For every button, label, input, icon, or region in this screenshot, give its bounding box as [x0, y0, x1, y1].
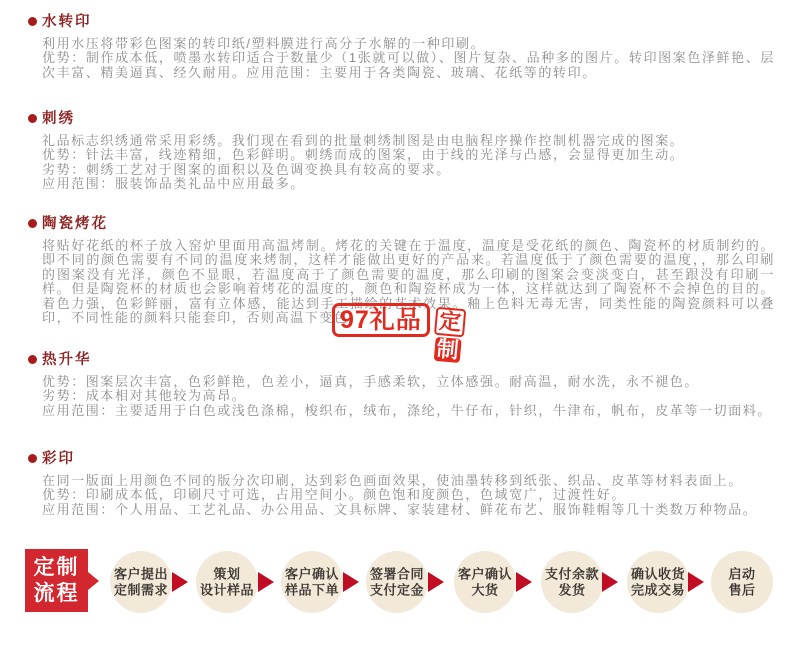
section-paragraph: 劣势：刺绣工艺对于图案的面积以及色调变换具有较高的要求。	[42, 161, 451, 177]
step-label-line: 客户确认	[457, 566, 513, 582]
section-embroidery	[0, 110, 800, 192]
section-color-printing	[0, 450, 800, 517]
flow-title-line: 定制	[33, 555, 80, 579]
arrow-right-icon	[343, 572, 359, 592]
section-paragraph: 利用水压将带彩色图案的转印纸/塑料膜进行高分子水解的一种印刷。	[42, 36, 486, 51]
section-paragraph: 优势：制作成本低，喷墨水转印适合于数量少（1张就可以做）、图片复杂、品种多的图片。转印图案色泽鲜艳、层次丰富、精美逼真、经久耐用。应用范围：主要用于各类陶瓷、玻璃、花纸等的转印。	[42, 50, 775, 80]
flow-step-1	[110, 551, 172, 613]
section-title: 热升华	[42, 352, 92, 368]
section-paragraph: 礼品标志织绣通常采用彩绣。我们现在看到的批量刺绣制图是由电脑程序操作控制机器完成的图案。	[42, 133, 685, 148]
flow-title-pointer-icon	[88, 572, 99, 590]
section-paragraph: 在同一版面上用颜色不同的版分次印刷，达到彩色画面效果，使油墨转移到纸张、织品、皮革等材料表面上。	[42, 473, 743, 488]
flow-step-5	[454, 551, 516, 613]
section-thermal-sublimation	[0, 351, 800, 418]
section-paragraph: 优势：印刷成本低，印刷尺寸可选，占用空间小。颜色饱和度颜色，色域宽广，过渡性好。	[42, 487, 627, 503]
flow-title-line: 流程	[33, 581, 80, 605]
step-label	[728, 567, 755, 598]
section-body	[42, 474, 775, 517]
section-paragraph: 优势：针法丰富，线迹精细，色彩鲜明。刺绣而成的图案，由于线的光泽与凸感，会显得更加生动。	[42, 147, 685, 163]
bullet-icon	[28, 219, 37, 228]
seal-char-top: 定	[434, 307, 466, 338]
step-label-line: 完成交易	[630, 582, 686, 597]
step-label	[370, 567, 424, 598]
step-label-line: 定制需求	[113, 582, 169, 597]
step-label-line: 客户确认	[284, 566, 340, 582]
step-label-line: 支付定金	[369, 582, 425, 597]
section-title: 刺绣	[42, 111, 75, 127]
step-label-line: 售后	[728, 582, 756, 597]
step-label	[114, 567, 168, 598]
step-label	[200, 567, 254, 598]
watermark-seal-icon	[432, 307, 467, 363]
step-label	[631, 567, 685, 598]
section-body	[42, 134, 775, 192]
section-paragraph: 优势：图案层次丰富，色彩鲜艳，色差小，逼真，手感柔软，立体感强。耐高温，耐水洗，永不褪色。	[42, 374, 700, 389]
section-title: 陶瓷烤花	[42, 216, 108, 232]
section-paragraph: 应用范围：主要适用于白色或浅色涤棉，梭织布，绒布，涤纶，牛仔布，针织，牛津布，帆布，皮革等一切面料。	[42, 402, 773, 418]
section-paragraph: 劣势：成本相对其他较为高昂。	[42, 388, 247, 404]
step-label	[458, 567, 512, 598]
section-title: 彩印	[42, 451, 75, 467]
flow-step-4	[366, 551, 428, 613]
section-header	[42, 215, 800, 232]
section-paragraph: 应用范围：个人用品、工艺礼品、办公用品、文具标牌、家装建材、鲜花布艺、服饰鞋帽等几十类数万种物品。	[42, 501, 758, 517]
step-label-line: 客户提出	[113, 566, 169, 582]
step-label-line: 支付余款	[544, 566, 600, 582]
section-body	[42, 375, 775, 418]
step-label-line: 大货	[471, 582, 499, 597]
watermark-badge: 97礼品	[332, 303, 430, 337]
step-label-line: 样品下单	[284, 582, 340, 597]
section-header	[42, 13, 800, 30]
arrow-right-icon	[688, 572, 704, 592]
section-body	[42, 37, 775, 80]
section-paragraph: 应用范围：服装饰品类礼品中应用最多。	[42, 176, 305, 192]
section-header	[42, 450, 800, 467]
flow-title-box	[25, 549, 88, 612]
section-water-transfer	[0, 13, 800, 80]
flow-step-6	[541, 551, 603, 613]
step-label	[545, 567, 599, 598]
section-title: 水转印	[42, 14, 92, 30]
flow-step-3	[281, 551, 343, 613]
bullet-icon	[28, 17, 37, 26]
bullet-icon	[28, 355, 37, 364]
bullet-icon	[28, 454, 37, 463]
bullet-icon	[28, 114, 37, 123]
step-label	[285, 567, 339, 598]
step-label-line: 启动	[728, 566, 756, 582]
arrow-right-icon	[172, 572, 188, 592]
arrow-right-icon	[602, 572, 618, 592]
flow-step-8	[711, 551, 773, 613]
seal-char-bottom: 制	[435, 336, 460, 363]
arrow-right-icon	[258, 572, 274, 592]
flow-step-2	[196, 551, 258, 613]
step-label-line: 策划	[213, 566, 241, 582]
section-paragraph: 将贴好花纸的杯子放入窑炉里面用高温烤制。烤花的关键在于温度，温度是受花纸的颜色、陶瓷杯的材质制约的。即不同的颜色需要有不同的温度来烤制，这样才能做出更好的产品来。若温度低于了颜色需要的温度，，那么印刷的图案没有光泽，颜色不显眼，若温度高于了颜色需要的温度，那么印刷的图案会变淡变白，甚至跟没有印刷一样。但是陶瓷杯的材质也会影响着烤花的温度的，颜色和陶瓷杯成为一体，这样就达到了陶瓷杯不会掉色的目的。着色力强，色彩鲜丽，富有立体感，能达到手工描绘的艺术效果。釉上色料无毒无害，同类性能的陶瓷颜料可以叠印，不同性能的颜料只能套印，否则高温下变色。	[42, 238, 775, 326]
step-label-line: 签署合同	[369, 566, 425, 582]
arrow-right-icon	[428, 572, 444, 592]
step-label-line: 确认收货	[630, 566, 686, 582]
section-header	[42, 351, 800, 368]
step-label-line: 设计样品	[199, 582, 255, 597]
step-label-line: 发货	[558, 582, 586, 597]
arrow-right-icon	[516, 572, 532, 592]
flow-step-7	[627, 551, 689, 613]
section-header	[42, 110, 800, 127]
